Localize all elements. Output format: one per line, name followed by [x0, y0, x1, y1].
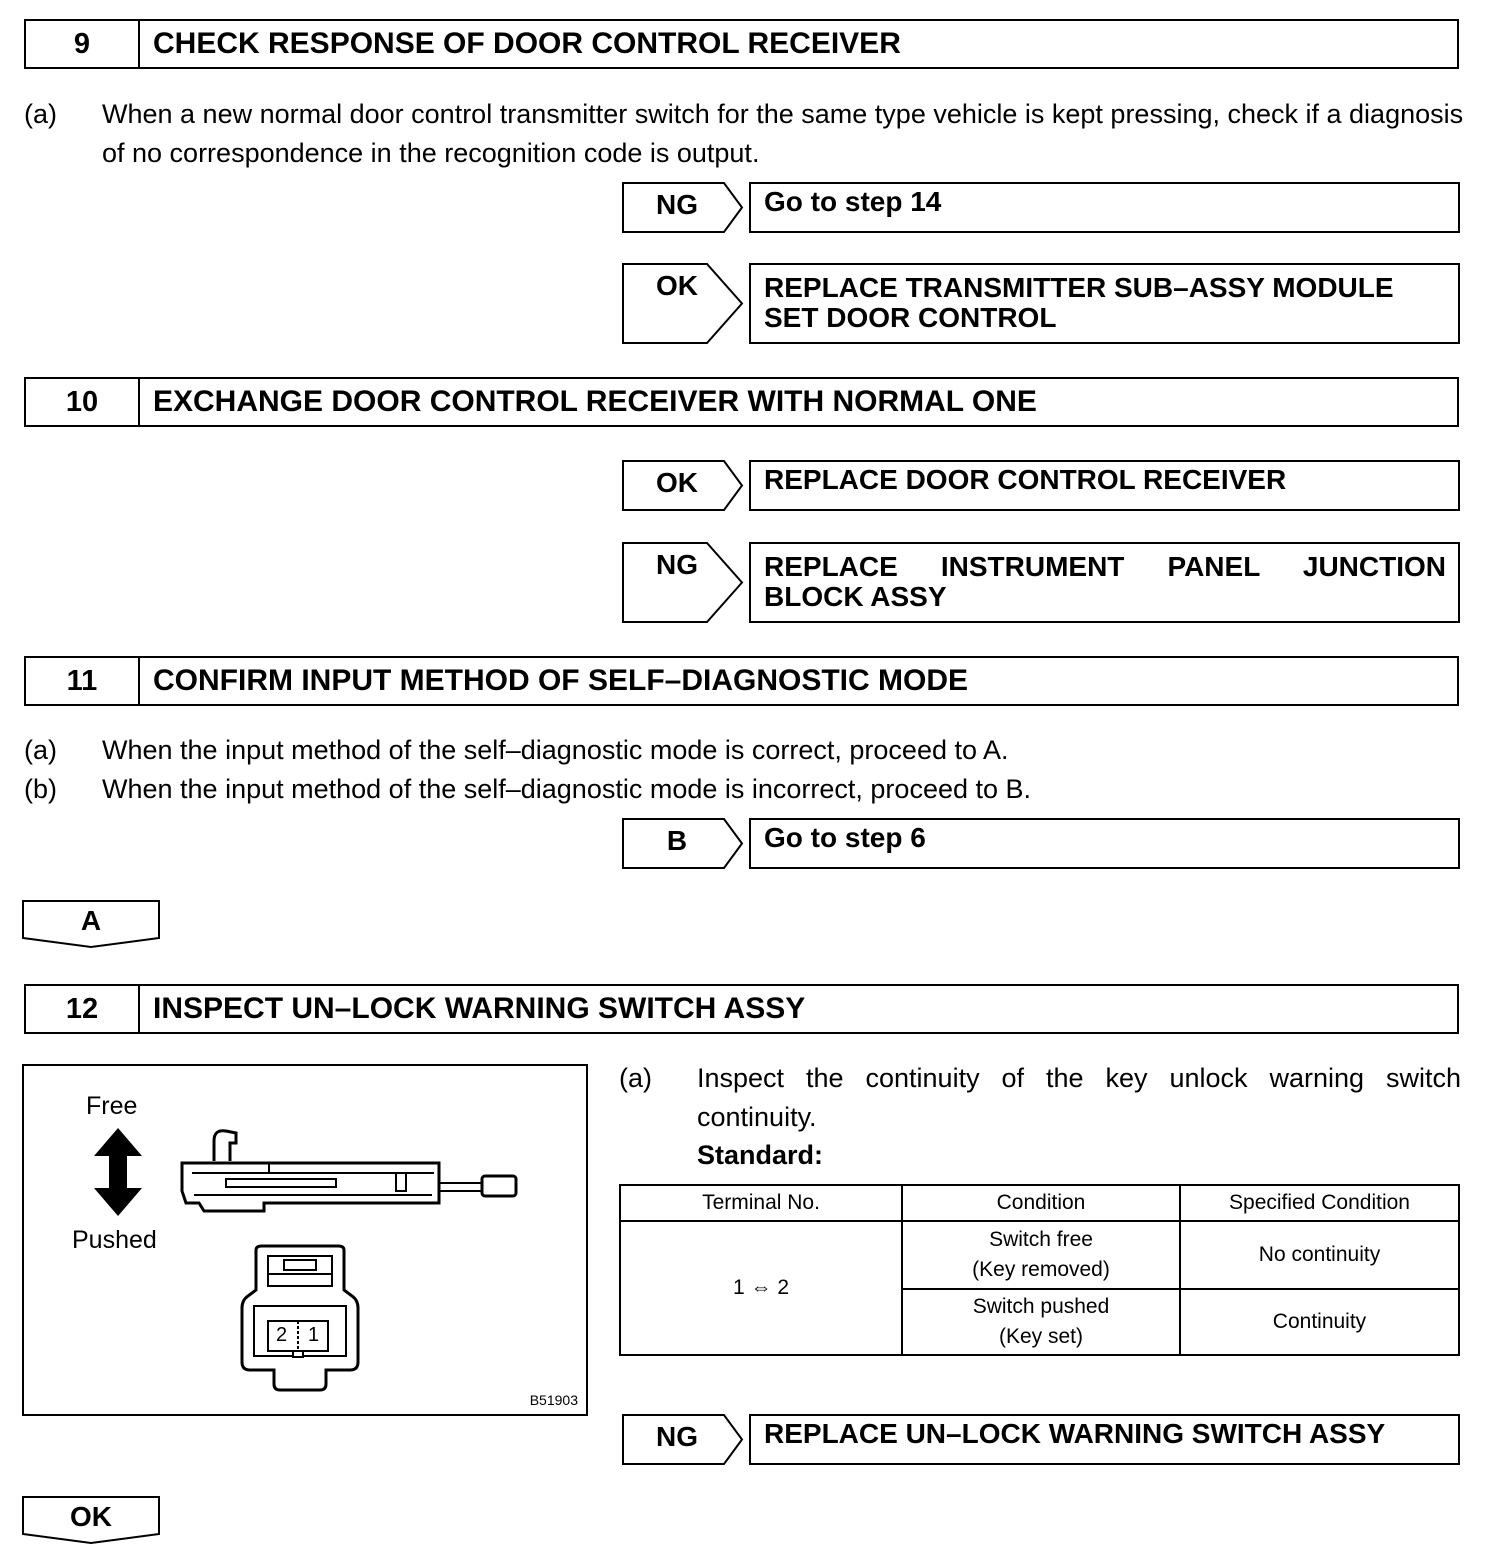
condition-line: (Key removed) [972, 1258, 1110, 1281]
step-title: CHECK RESPONSE OF DOOR CONTROL RECEIVER [153, 27, 901, 60]
step-12-instruction-a [619, 1059, 1461, 1137]
tag-label: B [666, 825, 688, 856]
item-label: (a) [24, 99, 57, 129]
ok-result-box [749, 460, 1460, 511]
step-11-header [24, 656, 1459, 706]
item-label: (a) [24, 735, 57, 765]
condition-line: Switch pushed [972, 1295, 1110, 1318]
switch-illustration [22, 1064, 588, 1416]
step-title: INSPECT UN–LOCK WARNING SWITCH ASSY [153, 992, 806, 1025]
ok-result-box [749, 263, 1460, 344]
result-text: REPLACE INSTRUMENT PANEL JUNCTION BLOCK ASSY [764, 551, 1446, 612]
tag-label: OK [656, 270, 698, 301]
spec-table [619, 1184, 1460, 1356]
result-text: REPLACE UN–LOCK WARNING SWITCH ASSY [764, 1418, 1386, 1449]
table-header: Specified Condition [1180, 1185, 1459, 1221]
pin-1-label: 1 [308, 1324, 320, 1346]
ng-tag [622, 1414, 743, 1465]
table-header-row [620, 1185, 1459, 1221]
connector-icon [238, 1244, 362, 1392]
ok-tag [622, 263, 743, 344]
terminal-cell: 1 ⇔ 2 [620, 1221, 902, 1355]
flow-label: OK [70, 1501, 112, 1532]
step-number: 10 [26, 379, 140, 425]
table-header: Condition [902, 1185, 1180, 1221]
item-text: When the input method of the self–diagnostic mode is incorrect, proceed to B. [102, 774, 1032, 804]
item-text: When the input method of the self–diagnostic mode is correct, proceed to A. [102, 735, 1009, 765]
ng-tag [622, 542, 743, 623]
flow-label: A [80, 905, 102, 936]
ng-result-box [749, 1414, 1460, 1465]
table-header: Terminal No. [620, 1185, 902, 1221]
free-label: Free [86, 1092, 138, 1120]
b-tag [622, 818, 743, 869]
tag-label: NG [656, 189, 698, 220]
item-text: Inspect the continuity of the key unlock warning switch continuity. [697, 1063, 1461, 1132]
standard-label: Standard: [697, 1140, 824, 1170]
tag-label: NG [656, 1421, 698, 1452]
condition-line: (Key set) [998, 1325, 1084, 1348]
step-number: 11 [26, 658, 140, 704]
ng-result-box [749, 182, 1460, 233]
result-text: Go to step 6 [764, 822, 926, 853]
step-9-header [24, 19, 1459, 69]
double-arrow-icon [94, 1128, 142, 1216]
step-title: CONFIRM INPUT METHOD OF SELF–DIAGNOSTIC MODE [153, 664, 968, 697]
item-label: (a) [619, 1063, 652, 1093]
step-9-instruction-a [24, 95, 1464, 173]
specified-cell: No continuity [1180, 1221, 1459, 1289]
tag-label: NG [656, 549, 698, 580]
table-row [620, 1221, 1459, 1289]
condition-cell [902, 1289, 1180, 1355]
result-text: REPLACE TRANSMITTER SUB–ASSY MODULE SET DOOR CONTROL [764, 272, 1394, 333]
ng-result-box [749, 542, 1460, 623]
result-text: Go to step 14 [764, 186, 942, 217]
ng-tag [622, 182, 743, 233]
condition-line: Switch free [989, 1228, 1093, 1251]
step-title: EXCHANGE DOOR CONTROL RECEIVER WITH NORMAL ONE [153, 385, 1037, 418]
pin-2-label: 2 [276, 1324, 288, 1346]
item-text: When a new normal door control transmitter switch for the same type vehicle is kept pressing, check if a diagnosis of no correspondence in the recognition code is output. [102, 99, 1464, 168]
step-10-header [24, 377, 1459, 427]
flow-ok-box [22, 1496, 160, 1542]
step-number: 12 [26, 986, 140, 1032]
step-12-header [24, 984, 1459, 1034]
figure-code: B51903 [529, 1392, 578, 1408]
step-11-instruction-a [24, 731, 1464, 770]
step-number: 9 [26, 21, 140, 67]
switch-assembly-icon [174, 1121, 524, 1216]
ok-tag [622, 460, 743, 511]
step-11-instruction-b [24, 770, 1464, 809]
condition-cell [902, 1221, 1180, 1289]
flow-a-box [22, 900, 160, 946]
tag-label: OK [656, 467, 698, 498]
pushed-label: Pushed [72, 1226, 157, 1254]
b-result-box [749, 818, 1460, 869]
result-text: REPLACE DOOR CONTROL RECEIVER [764, 464, 1287, 495]
specified-cell: Continuity [1180, 1289, 1459, 1355]
item-label: (b) [24, 774, 57, 804]
